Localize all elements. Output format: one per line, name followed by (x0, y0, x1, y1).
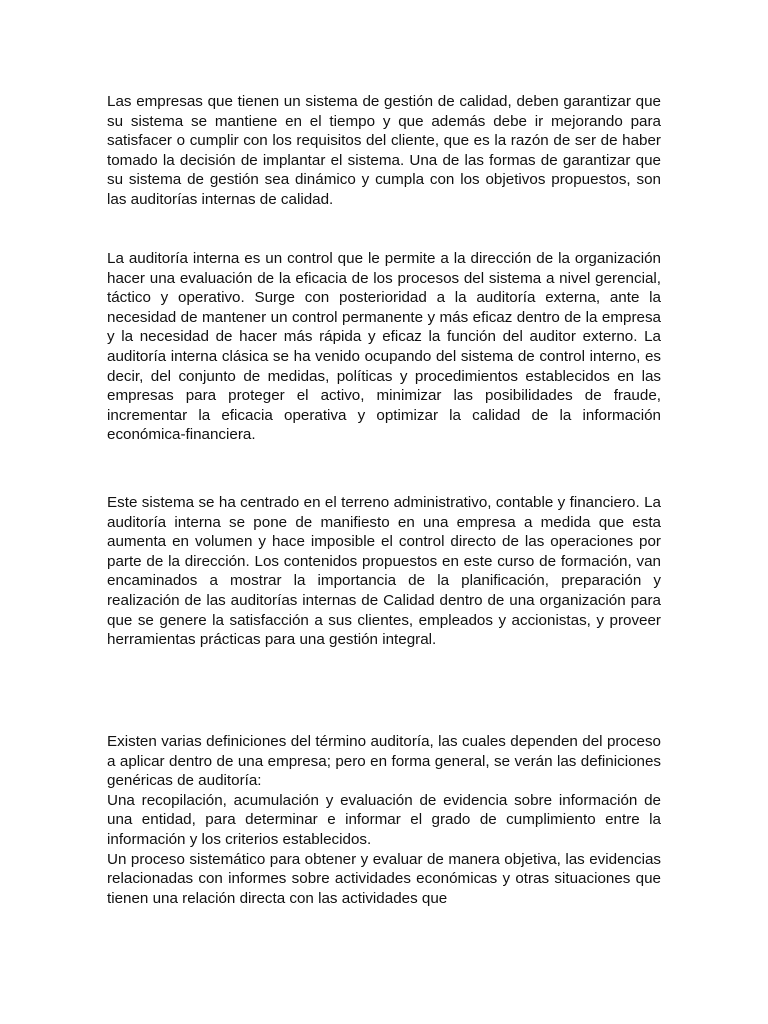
paragraph-sistema-administrativo: Este sistema se ha centrado en el terreno administrativo, contable y financiero. La auditoría interna se pone de manifiesto en una empresa a medida que esta aumenta en volumen y hace imposible el control directo de las operaciones por parte de la dirección. Los contenidos propuestos en este curso de formación, van encaminados a mostrar la importancia de la planificación, preparación y realización de las auditorías internas de Calidad dentro de una organización para que se genere la satisfacción a sus clientes, empleados y accionistas, y proveer herramientas prácticas para una gestión integral. (107, 494, 661, 649)
paragraph-sistema-gestion: Las empresas que tienen un sistema de gestión de calidad, deben garantizar que su sistema se mantiene en el tiempo y que además debe ir mejorando para satisfacer o cumplir con los requisitos del cliente, que es la razón de ser de haber tomado la decisión de implantar el sistema. Una de las formas de garantizar que su sistema de gestión sea dinámico y cumpla con los objetivos propuestos, son las auditorías internas de calidad. (107, 93, 661, 208)
paragraph-definiciones-intro: Existen varias definiciones del término auditoría, las cuales dependen del proceso a aplicar dentro de una empresa; pero en forma general, se verán las definiciones genéricas de auditoría: (107, 733, 661, 790)
paragraph-block-auditoria-interna (107, 249, 661, 445)
paragraph-block-intro (107, 92, 661, 210)
paragraph-block-sistema (107, 493, 661, 650)
paragraph-block-definiciones (107, 732, 661, 908)
paragraph-definicion-recopilacion: Una recopilación, acumulación y evaluación de evidencia sobre información de una entidad, para determinar e informar el grado de cumplimiento entre la información y los criterios establecidos. (107, 791, 661, 848)
paragraph-definicion-proceso: Un proceso sistemático para obtener y evaluar de manera objetiva, las evidencias relacionadas con informes sobre actividades económicas y otras situaciones que tienen una relación directa con las actividades que (107, 850, 661, 907)
paragraph-auditoria-interna: La auditoría interna es un control que le permite a la dirección de la organización hacer una evaluación de la eficacia de los procesos del sistema a nivel gerencial, táctico y operativo. Surge con posterioridad a la auditoría externa, ante la necesidad de mantener un control permanente y más eficaz dentro de la empresa y la necesidad de hacer más rápida y eficaz la función del auditor externo. La auditoría interna clásica se ha venido ocupando del sistema de control interno, es decir, del conjunto de medidas, políticas y procedimientos establecidos en las empresas para proteger el activo, minimizar las posibilidades de fraude, incrementar la eficacia operativa y optimizar la calidad de la información económica-financiera. (107, 250, 661, 444)
